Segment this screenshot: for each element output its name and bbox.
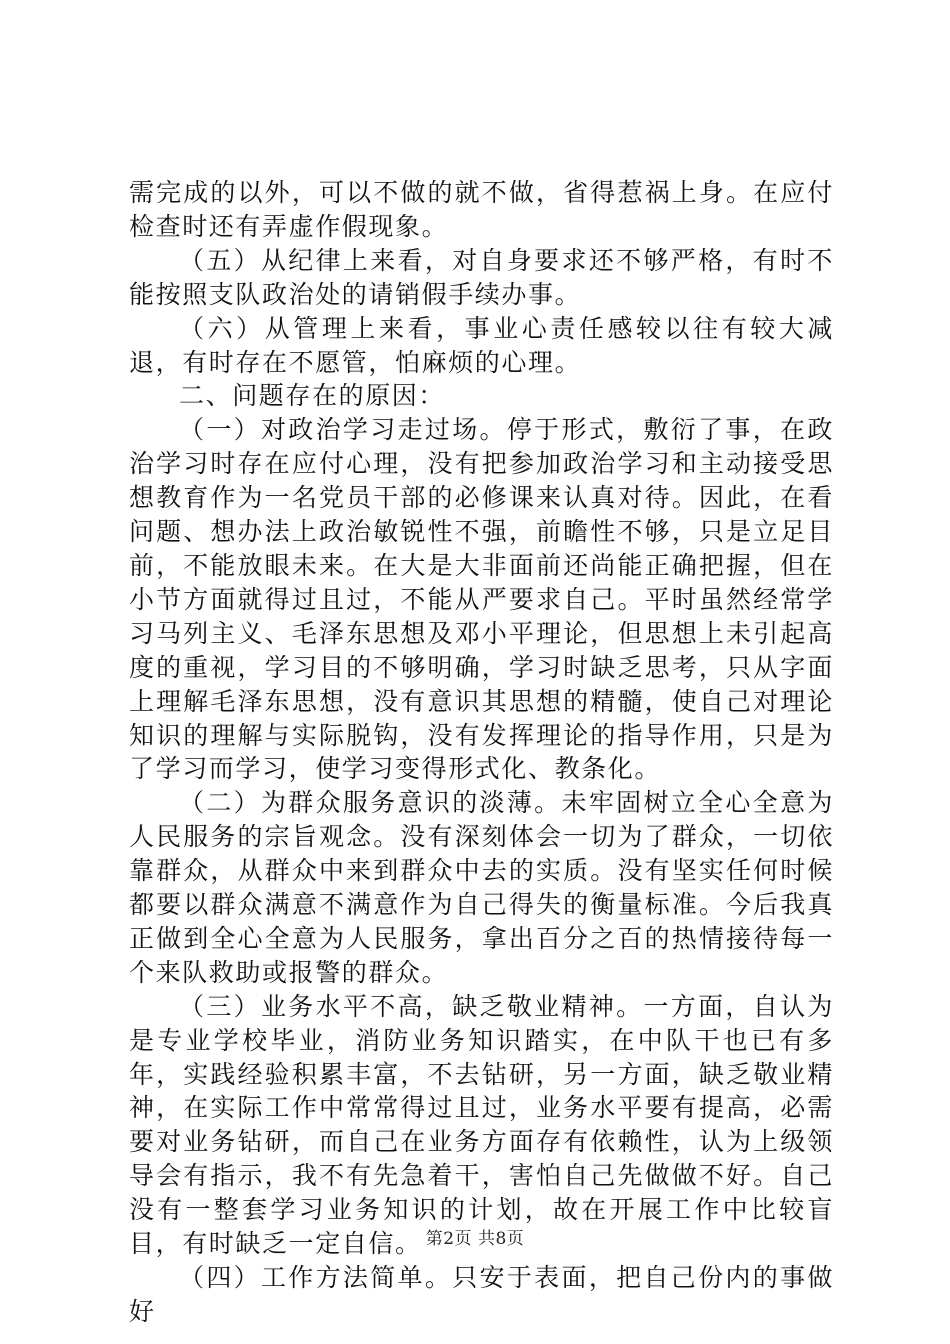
paragraph-4: （一）对政治学习走过场。停于形式，敷衍了事，在政治学习时存在应付心理，没有把参加政治学习和主动接受思想教育作为一名党员干部的必修课来认真对待。因此，在看问题、想办法上政治敏锐性不强，前瞻性不够，只是立足目前，不能放眼未来。在大是大非面前还尚能正确把握，但在小节方面就得过且过，不能从严要求自己。平时虽然经常学习马列主义、毛泽东思想及邓小平理论，但思想上未引起高度的重视，学习目的不够明确，学习时缺乏思考，只从字面上理解毛泽东思想，没有意识其思想的精髓，使自己对理论知识的理解与实际脱钩，没有发挥理论的指导作用，只是为了学习而学习，使学习变得形式化、教条化。 [129,415,834,784]
paragraph-7: （四）工作方法简单。只安于表面，把自己份内的事做好 [129,1263,834,1326]
section-heading: 二、问题存在的原因： [179,381,446,411]
document-body [129,176,834,1329]
paragraph-1: 需完成的以外，可以不做的就不做，省得惹祸上身。在应付检查时还有弄虚作假现象。 [129,178,834,241]
paragraph-5: （二）为群众服务意识的淡薄。未牢固树立全心全意为人民服务的宗旨观念。没有深刻体会一切为了群众，一切依靠群众，从群众中来到群众中去的实质。没有坚实任何时候都要以群众满意不满意作为自己得失的衡量标准。今后我真正做到全心全意为人民服务，拿出百分之百的热情接待每一个来队救助或报警的群众。 [129,788,834,987]
paragraph-3: （六）从管理上来看，事业心责任感较以往有较大减退，有时存在不愿管，怕麻烦的心理。 [129,313,834,377]
page-footer: 第2页 共8页 [425,1229,525,1249]
paragraph-2: （五）从纪律上来看，对自身要求还不够严格，有时不能按照支队政治处的请销假手续办事。 [129,245,834,309]
paragraph-6: （三）业务水平不高，缺乏敬业精神。一方面，自认为是专业学校毕业，消防业务知识踏实，在中队干也已有多年，实践经验积累丰富，不去钻研，另一方面，缺乏敬业精神，在实际工作中常常得过且过，业务水平要有提高，必需要对业务钻研，而自己在业务方面存有依赖性，认为上级领导会有指示，我不有先急着干，害怕自己先做做不好。自己没有一整套学习业务知识的计划，故在开展工作中比较盲目，有时缺乏一定自信。 [129,991,834,1259]
